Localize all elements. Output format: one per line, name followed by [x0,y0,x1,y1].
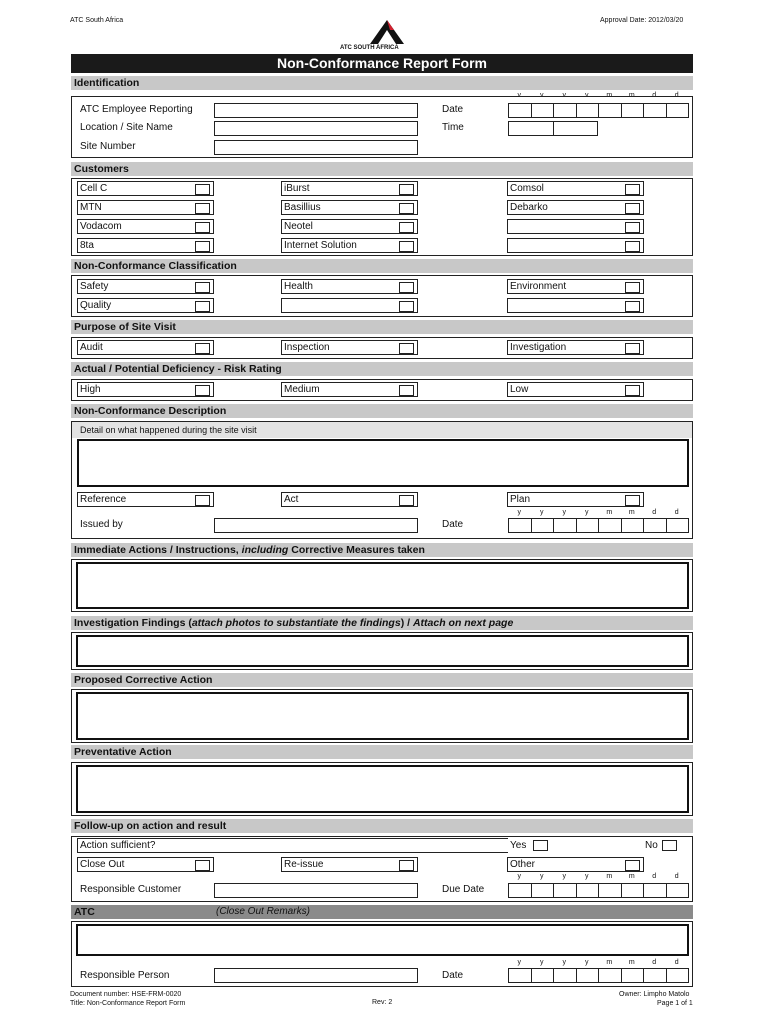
logo-text: ATC SOUTH AFRICA [340,45,399,51]
purpose-heading: Purpose of Site Visit [71,320,693,334]
close-out-remarks-label: (Close Out Remarks) [216,906,310,917]
site-number-field[interactable] [214,140,418,155]
checkbox[interactable] [195,184,210,195]
document-number: Document number: HSE-FRM-0020 [70,991,182,998]
location-field[interactable] [214,121,418,136]
classification-option[interactable]: Environment [507,279,644,294]
customer-option[interactable]: Debarko [507,200,644,215]
responsible-customer-field[interactable] [214,883,418,898]
checkbox[interactable] [195,282,210,293]
checkbox[interactable] [625,860,640,871]
form-title: Non-Conformance Report Form [71,54,693,73]
customer-option[interactable]: 8ta [77,238,214,253]
identification-heading: Identification [71,76,693,90]
responsible-person-field[interactable] [214,968,418,983]
risk-heading: Actual / Potential Deficiency - Risk Rating [71,362,693,376]
customer-option[interactable] [507,219,644,234]
approval-date: Approval Date: 2012/03/20 [600,17,684,24]
purpose-option[interactable]: Audit [77,340,214,355]
atc-logo [362,18,412,46]
followup-option[interactable]: Re-issue [281,857,418,872]
checkbox[interactable] [195,241,210,252]
customer-option[interactable]: Comsol [507,181,644,196]
checkbox[interactable] [399,282,414,293]
responsible-person-label: Responsible Person [80,970,170,981]
checkbox[interactable] [625,241,640,252]
checkbox[interactable] [399,184,414,195]
customer-option[interactable]: Basillius [281,200,418,215]
employee-label: ATC Employee Reporting [80,104,193,115]
checkbox[interactable] [195,222,210,233]
customer-option[interactable]: Vodacom [77,219,214,234]
customer-option[interactable]: Cell C [77,181,214,196]
time-label: Time [442,122,464,133]
no-label: No [645,840,658,851]
checkbox[interactable] [399,203,414,214]
classification-heading: Non-Conformance Classification [71,259,693,273]
atc-date-field[interactable] [508,968,689,983]
description-heading: Non-Conformance Description [71,404,693,418]
preventative-heading: Preventative Action [71,745,693,759]
immediate-textarea[interactable] [76,562,689,609]
page-number: Page 1 of 1 [657,1000,693,1007]
investigation-heading: Investigation Findings (attach photos to substantiate the findings) / Attach on next page [71,616,693,630]
employee-field[interactable] [214,103,418,118]
yes-checkbox[interactable] [533,840,548,851]
responsible-customer-label: Responsible Customer [80,884,182,895]
classification-option[interactable]: Quality [77,298,214,313]
checkbox[interactable] [625,495,640,506]
classification-option[interactable] [507,298,644,313]
purpose-option[interactable]: Inspection [281,340,418,355]
proposed-textarea[interactable] [76,692,689,740]
revision: Rev: 2 [372,999,393,1006]
owner: Owner: Limpho Matolo [619,991,690,998]
checkbox[interactable] [195,301,210,312]
description-option[interactable]: Plan [507,492,644,507]
site-number-label: Site Number [80,141,136,152]
sufficient-label: Action sufficient? [77,838,508,853]
ymd-row: y y y y m m d d [517,873,679,880]
investigation-textarea[interactable] [76,635,689,667]
due-date-label: Due Date [442,884,485,895]
checkbox[interactable] [625,184,640,195]
checkbox[interactable] [399,495,414,506]
document-title: Title: Non-Conformance Report Form [70,1000,186,1007]
checkbox[interactable] [399,222,414,233]
checkbox[interactable] [625,301,640,312]
checkbox[interactable] [195,385,210,396]
issued-by-field[interactable] [214,518,418,533]
date-label: Date [442,104,464,115]
issued-by-label: Issued by [80,519,123,530]
classification-option[interactable]: Health [281,279,418,294]
no-checkbox[interactable] [662,840,677,851]
customer-option[interactable] [507,238,644,253]
checkbox[interactable] [399,301,414,312]
customer-option[interactable]: iBurst [281,181,418,196]
checkbox[interactable] [625,282,640,293]
customer-option[interactable]: Neotel [281,219,418,234]
atc-date-label: Date [442,970,464,981]
preventative-textarea[interactable] [76,765,689,813]
risk-option[interactable]: Low [507,382,644,397]
checkbox[interactable] [625,222,640,233]
checkbox[interactable] [625,385,640,396]
checkbox[interactable] [399,241,414,252]
followup-option[interactable]: Close Out [77,857,214,872]
followup-option[interactable]: Other [507,857,644,872]
purpose-option[interactable]: Investigation [507,340,644,355]
risk-option[interactable]: High [77,382,214,397]
atc-heading: ATC [71,905,693,919]
classification-option[interactable]: Safety [77,279,214,294]
immediate-heading: Immediate Actions / Instructions, including Corrective Measures taken [71,543,693,557]
description-option[interactable]: Act [281,492,418,507]
checkbox[interactable] [399,860,414,871]
date-field[interactable] [508,103,689,118]
detail-label: Detail on what happened during the site visit [80,425,257,435]
description-option[interactable]: Reference [77,492,214,507]
company-name: ATC South Africa [70,17,124,24]
customer-option[interactable]: Internet Solution [281,238,418,253]
time-field[interactable] [508,121,598,136]
checkbox[interactable] [399,385,414,396]
ymd-row: y y y y m m d d [517,959,679,966]
issued-date-field[interactable] [508,518,689,533]
checkbox[interactable] [195,343,210,354]
classification-option[interactable] [281,298,418,313]
checkbox[interactable] [625,203,640,214]
detail-textarea[interactable] [77,439,689,487]
location-label: Location / Site Name [80,122,173,133]
logo-triangle-icon [362,18,412,46]
risk-option[interactable]: Medium [281,382,418,397]
remarks-textarea[interactable] [76,924,689,956]
checkbox[interactable] [625,343,640,354]
checkbox[interactable] [195,860,210,871]
customer-option[interactable]: MTN [77,200,214,215]
ymd-row: y y y y m m d d [517,509,679,516]
yes-label: Yes [510,840,527,851]
checkbox[interactable] [195,495,210,506]
customers-heading: Customers [71,162,693,176]
proposed-heading: Proposed Corrective Action [71,673,693,687]
due-date-field[interactable] [508,883,689,898]
followup-heading: Follow-up on action and result [71,819,693,833]
issued-date-label: Date [442,519,464,530]
checkbox[interactable] [399,343,414,354]
checkbox[interactable] [195,203,210,214]
